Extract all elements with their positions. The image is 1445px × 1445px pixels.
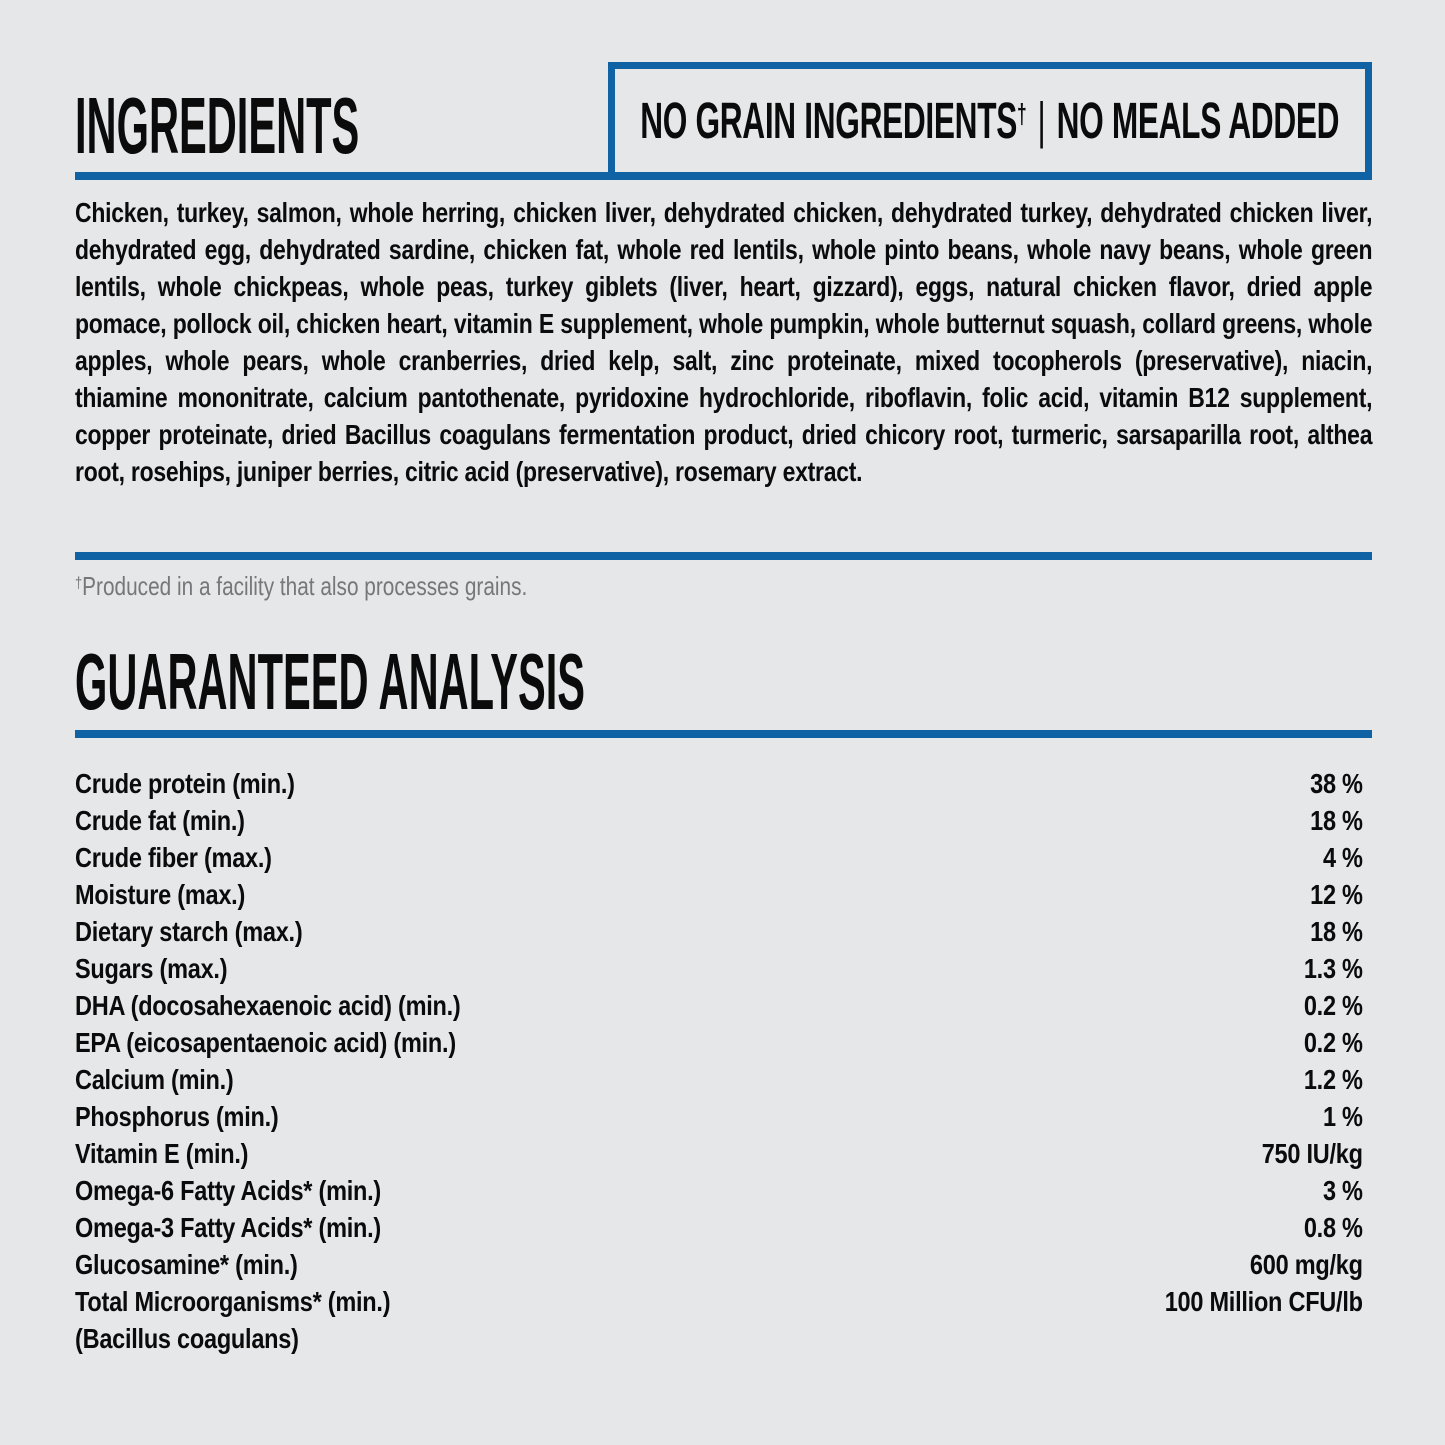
no-grain-badge-text bbox=[641, 91, 1340, 150]
guaranteed-analysis-table bbox=[75, 765, 1373, 1357]
analysis-row bbox=[75, 1283, 1373, 1320]
analysis-row bbox=[75, 1098, 1373, 1135]
analysis-row-value: 600 mg/kg bbox=[1249, 1249, 1363, 1280]
ingredients-paragraph: Chicken, turkey, salmon, whole herring, chicken liver, dehydrated chicken, dehydrated turkey, dehydrated chicken liver, dehydrated egg, dehydrated sardine, chicken fat, whole red lentils, whole pinto beans, whole navy beans, whole green lentils, whole chickpeas, whole peas, turkey giblets (liver, heart, gizzard), eggs, natural chicken flavor, dried apple pomace, pollock oil, chicken heart, vitamin E supplement, whole pumpkin, whole butternut squash, collard greens, whole apples, whole pears, whole cranberries, dried kelp, salt, zinc proteinate, mixed tocopherols (preservative), niacin, thiamine mononitrate, calcium pantothenate, pyridoxine hydrochloride, riboflavin, folic acid, vitamin B12 supplement, copper proteinate, dried Bacillus coagulans fermentation product, dried chicory root, turmeric, sarsaparilla root, althea root, rosehips, juniper berries, citric acid (preservative), rosemary extract. bbox=[75, 197, 1373, 487]
badge-right-text: NO MEALS ADDED bbox=[1056, 92, 1340, 149]
analysis-row-value: 3 % bbox=[1322, 1175, 1363, 1206]
analysis-row-label: Calcium (min.) bbox=[75, 1064, 234, 1095]
analysis-row-value: 1 % bbox=[1322, 1101, 1363, 1132]
analysis-row-value: 18 % bbox=[1310, 916, 1363, 947]
analysis-row-value: 0.8 % bbox=[1303, 1212, 1363, 1243]
grain-facility-footnote bbox=[75, 571, 527, 605]
analysis-row-value: 0.2 % bbox=[1303, 990, 1363, 1021]
analysis-row-value: 12 % bbox=[1310, 879, 1363, 910]
analysis-row bbox=[75, 1135, 1373, 1172]
analysis-row-value: 0.2 % bbox=[1303, 1027, 1363, 1058]
analysis-row-value: 4 % bbox=[1322, 842, 1363, 873]
analysis-row bbox=[75, 802, 1373, 839]
analysis-row-label: Moisture (max.) bbox=[75, 879, 246, 910]
analysis-row-value: 1.2 % bbox=[1303, 1064, 1363, 1095]
analysis-row bbox=[75, 1061, 1373, 1098]
blue-divider-rule-top bbox=[75, 172, 1372, 180]
no-grain-badge-box bbox=[608, 62, 1372, 179]
analysis-row bbox=[75, 950, 1373, 987]
analysis-row-label: Sugars (max.) bbox=[75, 953, 228, 984]
analysis-row-label: Omega-6 Fatty Acids* (min.) bbox=[75, 1175, 381, 1206]
analysis-row bbox=[75, 987, 1373, 1024]
analysis-row bbox=[75, 1320, 1373, 1357]
blue-divider-rule-bottom bbox=[75, 730, 1372, 738]
analysis-row bbox=[75, 765, 1373, 802]
analysis-row-label: Phosphorus (min.) bbox=[75, 1101, 279, 1132]
ingredients-section-title: INGREDIENTS bbox=[75, 81, 360, 170]
analysis-row-label: EPA (eicosapentaenoic acid) (min.) bbox=[75, 1027, 456, 1058]
analysis-row-value: 18 % bbox=[1310, 805, 1363, 836]
blue-divider-rule-middle bbox=[75, 552, 1372, 560]
analysis-row bbox=[75, 913, 1373, 950]
analysis-row-label: (Bacillus coagulans) bbox=[75, 1323, 299, 1354]
analysis-row-value: 1.3 % bbox=[1303, 953, 1363, 984]
guaranteed-analysis-section-title: GUARANTEED ANALYSIS bbox=[75, 637, 586, 726]
analysis-row-label: Omega-3 Fatty Acids* (min.) bbox=[75, 1212, 381, 1243]
analysis-row-label: Glucosamine* (min.) bbox=[75, 1249, 298, 1280]
analysis-row-label: Crude fiber (max.) bbox=[75, 842, 272, 873]
footnote-dagger-mark: † bbox=[75, 573, 83, 592]
analysis-row-value: 750 IU/kg bbox=[1261, 1138, 1363, 1169]
analysis-row bbox=[75, 1172, 1373, 1209]
analysis-row-label: Crude protein (min.) bbox=[75, 768, 295, 799]
badge-divider-bar: | bbox=[1037, 92, 1046, 149]
footnote-text: Produced in a facility that also processes grains. bbox=[82, 571, 528, 601]
analysis-row bbox=[75, 876, 1373, 913]
analysis-row bbox=[75, 1024, 1373, 1061]
analysis-row-label: Crude fat (min.) bbox=[75, 805, 245, 836]
badge-dagger-mark: † bbox=[1017, 97, 1027, 129]
analysis-row-value: 100 Million CFU/lb bbox=[1164, 1286, 1363, 1317]
analysis-row-label: DHA (docosahexaenoic acid) (min.) bbox=[75, 990, 461, 1021]
analysis-row bbox=[75, 1246, 1373, 1283]
analysis-row bbox=[75, 839, 1373, 876]
analysis-row-label: Total Microorganisms* (min.) bbox=[75, 1286, 391, 1317]
badge-left-text: NO GRAIN INGREDIENTS bbox=[640, 92, 1018, 149]
analysis-row-value: 38 % bbox=[1310, 768, 1363, 799]
analysis-row-label: Vitamin E (min.) bbox=[75, 1138, 249, 1169]
analysis-row bbox=[75, 1209, 1373, 1246]
analysis-row-label: Dietary starch (max.) bbox=[75, 916, 303, 947]
